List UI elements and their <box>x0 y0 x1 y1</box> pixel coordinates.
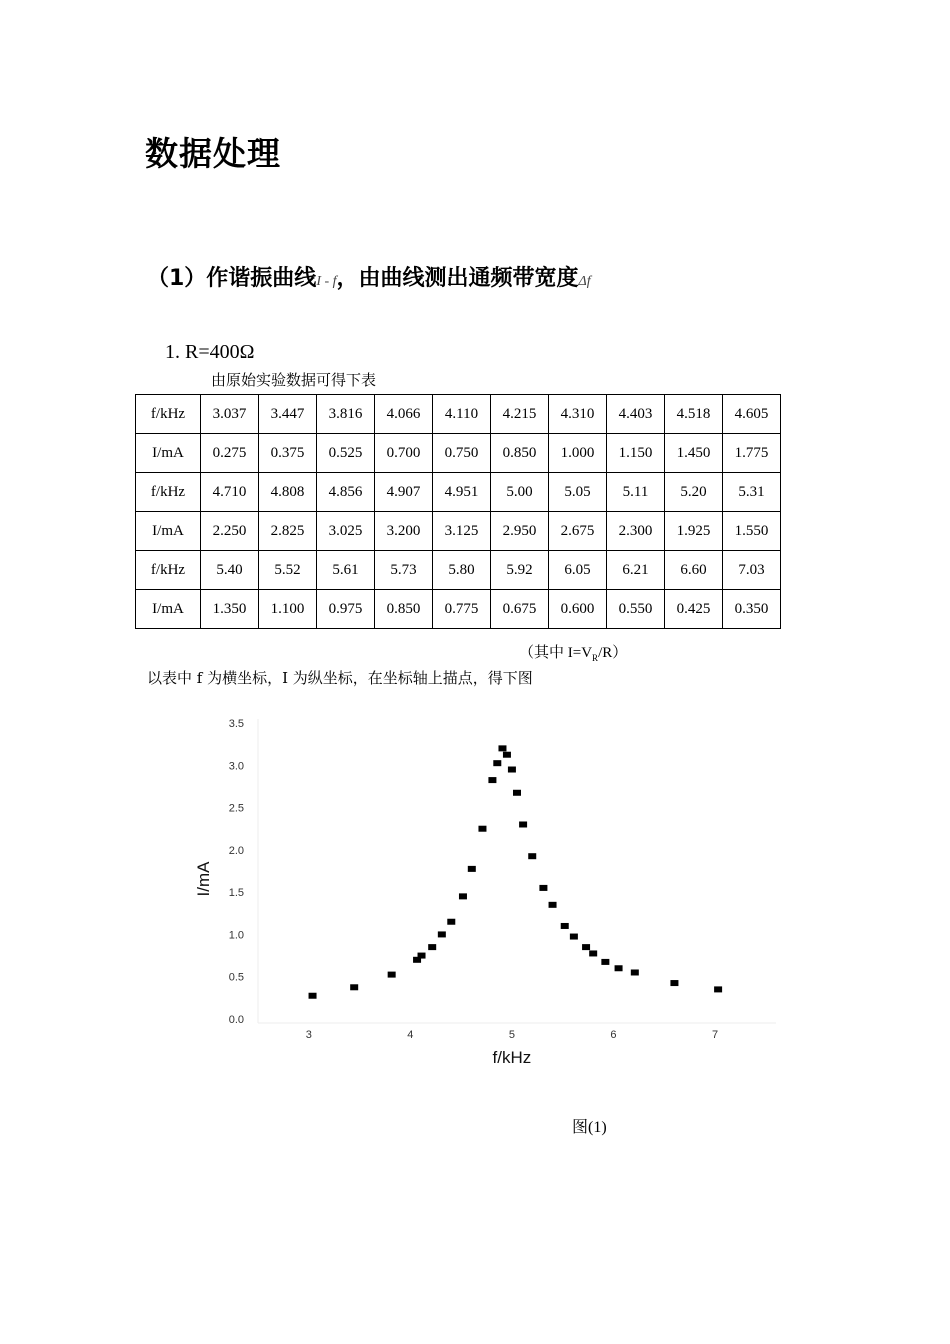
table-cell: 0.525 <box>317 434 375 473</box>
data-point <box>528 853 536 859</box>
y-tick-label: 0.0 <box>228 1014 244 1026</box>
data-point <box>468 866 476 872</box>
table-cell: 4.066 <box>375 395 433 434</box>
table-cell: 4.951 <box>433 473 491 512</box>
table-cell: 2.825 <box>259 512 317 551</box>
data-point <box>498 745 506 751</box>
data-point <box>570 934 578 940</box>
table-cell: 1.775 <box>723 434 781 473</box>
data-point <box>714 986 722 992</box>
data-point <box>428 944 436 950</box>
table-cell: 6.60 <box>665 551 723 590</box>
table-cell: 4.110 <box>433 395 491 434</box>
figure-caption: 图(1) <box>572 1119 607 1136</box>
y-tick-label: 2.5 <box>228 802 244 815</box>
y-axis-label: I/mA <box>194 861 213 897</box>
section-heading <box>147 261 591 292</box>
table-cell: 3.200 <box>375 512 433 551</box>
table-cell: 2.250 <box>201 512 259 551</box>
table-cell: 6.21 <box>607 551 665 590</box>
table-cell: 4.907 <box>375 473 433 512</box>
data-point <box>670 980 678 986</box>
data-point <box>503 752 511 758</box>
row-header-cell: f/kHz <box>136 395 201 434</box>
table-cell: 3.816 <box>317 395 375 434</box>
table-cell: 0.425 <box>665 590 723 629</box>
note-open: （其中 I=V <box>519 645 593 661</box>
table-cell: 2.675 <box>549 512 607 551</box>
table-cell: 1.925 <box>665 512 723 551</box>
table-cell: 4.518 <box>665 395 723 434</box>
y-tick-label: 1.5 <box>228 887 244 900</box>
formula-note <box>519 641 627 663</box>
table-cell: 4.856 <box>317 473 375 512</box>
table-cell: 5.80 <box>433 551 491 590</box>
data-point <box>631 969 639 975</box>
table-cell: 6.05 <box>549 551 607 590</box>
math-i-f: I - f <box>316 274 337 289</box>
data-point <box>350 984 358 990</box>
data-point <box>539 885 547 891</box>
table-cell: 4.215 <box>491 395 549 434</box>
data-point <box>478 826 486 832</box>
data-point <box>309 993 317 999</box>
data-table <box>135 394 781 629</box>
y-tick-label: 1.0 <box>228 929 244 942</box>
table-cell: 5.00 <box>491 473 549 512</box>
table-cell: 1.000 <box>549 434 607 473</box>
row-header-cell: I/mA <box>136 512 201 551</box>
section-middle: ，由曲线测出通频带宽度 <box>336 266 579 291</box>
table-cell: 1.450 <box>665 434 723 473</box>
table-cell: 5.52 <box>259 551 317 590</box>
table-cell: 4.710 <box>201 473 259 512</box>
table-cell: 7.03 <box>723 551 781 590</box>
table-cell: 0.600 <box>549 590 607 629</box>
y-tick-label: 3.0 <box>228 760 244 773</box>
table-cell: 0.775 <box>433 590 491 629</box>
table-cell: 3.125 <box>433 512 491 551</box>
table-cell: 0.850 <box>491 434 549 473</box>
table-cell: 1.550 <box>723 512 781 551</box>
table-cell: 3.025 <box>317 512 375 551</box>
table-cell: 5.40 <box>201 551 259 590</box>
data-point <box>508 767 516 773</box>
table-row <box>136 434 781 473</box>
table-cell: 5.11 <box>607 473 665 512</box>
data-point <box>615 965 623 971</box>
table-cell: 1.350 <box>201 590 259 629</box>
table-cell: 3.037 <box>201 395 259 434</box>
table-cell: 0.750 <box>433 434 491 473</box>
section-prefix: （1）作谐振曲线 <box>147 266 317 291</box>
y-tick-label: 2.0 <box>228 844 244 857</box>
y-tick-label: 0.5 <box>228 971 244 984</box>
x-tick-label: 6 <box>610 1029 617 1041</box>
x-tick-label: 7 <box>711 1029 719 1041</box>
table-cell: 2.950 <box>491 512 549 551</box>
row-header-cell: I/mA <box>136 434 201 473</box>
table-cell: 0.850 <box>375 590 433 629</box>
x-axis-label: f/kHz <box>492 1048 532 1067</box>
y-tick-label: 3.5 <box>228 718 244 730</box>
data-point <box>549 902 557 908</box>
table-cell: 1.100 <box>259 590 317 629</box>
table-cell: 0.550 <box>607 590 665 629</box>
table-cell: 5.92 <box>491 551 549 590</box>
data-point <box>589 950 597 956</box>
table-cell: 4.310 <box>549 395 607 434</box>
table-cell: 0.675 <box>491 590 549 629</box>
table-cell: 4.808 <box>259 473 317 512</box>
data-point <box>561 923 569 929</box>
row-header-cell: I/mA <box>136 590 201 629</box>
table-cell: 2.300 <box>607 512 665 551</box>
data-point <box>513 790 521 796</box>
page-heading: 数据处理 <box>145 134 281 173</box>
data-point <box>601 959 609 965</box>
data-point <box>582 944 590 950</box>
table-cell: 5.20 <box>665 473 723 512</box>
x-tick-label: 5 <box>508 1029 515 1041</box>
intro-text: 由原始实验数据可得下表 <box>211 371 377 389</box>
table-row <box>136 551 781 590</box>
data-point <box>418 953 426 959</box>
x-tick-label: 4 <box>407 1029 414 1041</box>
data-point <box>493 760 501 766</box>
math-delta-f: Δf <box>578 274 591 289</box>
table-row <box>136 590 781 629</box>
row-header-cell: f/kHz <box>136 551 201 590</box>
table-cell: 4.403 <box>607 395 665 434</box>
row-header-cell: f/kHz <box>136 473 201 512</box>
x-tick-label: 3 <box>305 1029 312 1041</box>
table-row <box>136 395 781 434</box>
table-cell: 0.975 <box>317 590 375 629</box>
table-cell: 5.31 <box>723 473 781 512</box>
table-row <box>136 512 781 551</box>
table-cell: 0.375 <box>259 434 317 473</box>
table-cell: 0.700 <box>375 434 433 473</box>
table-cell: 5.05 <box>549 473 607 512</box>
table-cell: 1.150 <box>607 434 665 473</box>
table-cell: 5.61 <box>317 551 375 590</box>
data-point <box>438 931 446 937</box>
data-point <box>519 821 527 827</box>
description-text: 以表中 f 为横坐标，I 为纵坐标，在坐标轴上描点，得下图 <box>147 669 533 687</box>
resonance-chart <box>180 705 790 1075</box>
table-row <box>136 473 781 512</box>
data-point <box>459 893 467 899</box>
table-cell: 4.605 <box>723 395 781 434</box>
note-sub: R <box>592 653 599 663</box>
table-cell: 5.73 <box>375 551 433 590</box>
data-point <box>388 972 396 978</box>
table-cell: 0.275 <box>201 434 259 473</box>
subsection-title: 1. R=400Ω <box>165 341 255 363</box>
table-cell: 3.447 <box>259 395 317 434</box>
data-point <box>488 777 496 783</box>
note-close: /R） <box>598 645 628 661</box>
data-point <box>447 919 455 925</box>
table-cell: 0.350 <box>723 590 781 629</box>
